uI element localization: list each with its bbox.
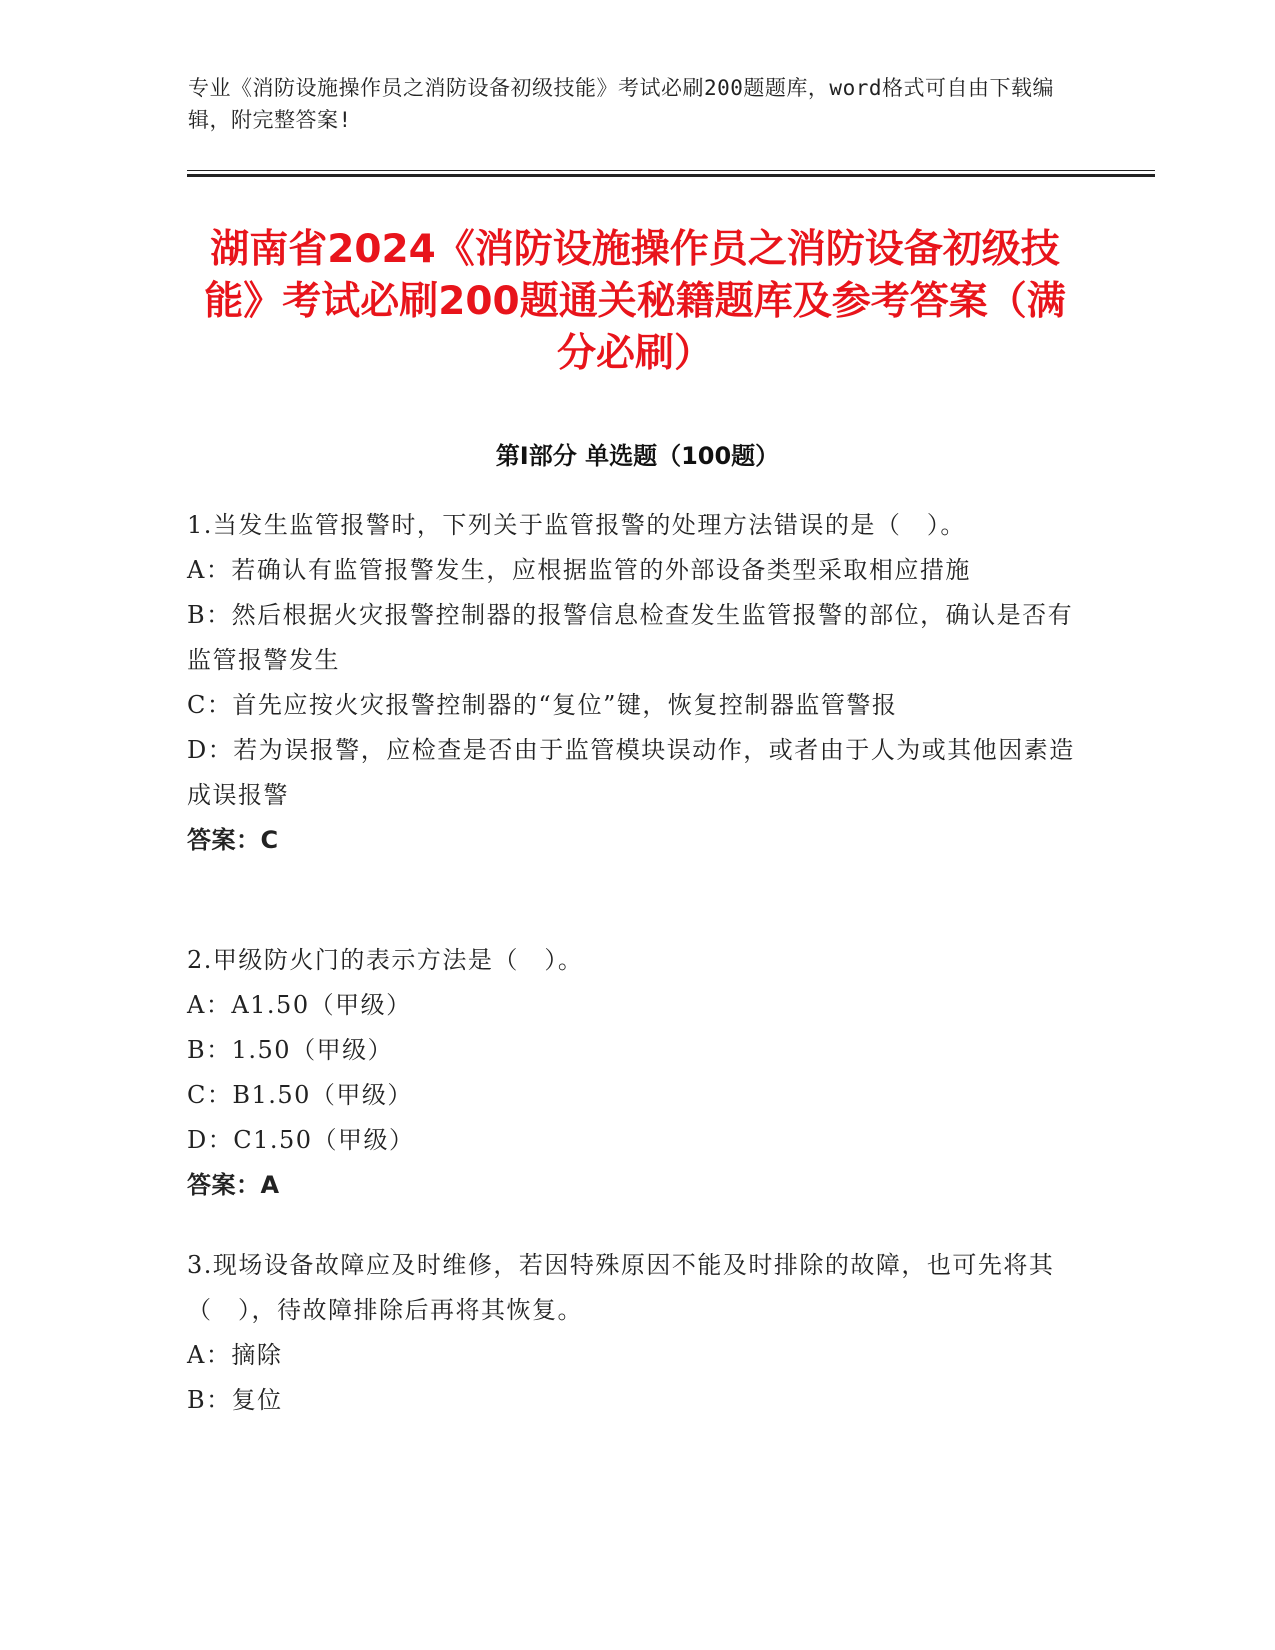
answer-label: 答案：A — [187, 1171, 280, 1199]
section-heading: 第I部分 单选题（100题） — [495, 442, 780, 470]
question-1 — [187, 503, 1077, 863]
document-title: 湖南省2024《消防设施操作员之消防设备初级技能》考试必刷200题通关秘籍题库及参考答案（满分必刷） — [204, 227, 1066, 376]
header-divider-thick — [187, 174, 1155, 177]
answer-label: 答案：C — [187, 826, 279, 854]
question-stem: 1.当发生监管报警时，下列关于监管报警的处理方法错误的是（ ）。 — [187, 511, 966, 539]
option-b: B：1.50（甲级） — [187, 1036, 394, 1064]
option-b: B：复位 — [187, 1386, 283, 1414]
option-c: C：首先应按火灾报警控制器的“复位”键，恢复控制器监管警报 — [187, 691, 898, 719]
question-stem: 2.甲级防火门的表示方法是（ ）。 — [187, 946, 584, 974]
question-stem: 3.现场设备故障应及时维修，若因特殊原因不能及时排除的故障，也可先将其（ ），待故障排除后再将其恢复。 — [187, 1251, 1055, 1324]
option-d: D：若为误报警，应检查是否由于监管模块误动作，或者由于人为或其他因素造成误报警 — [187, 736, 1075, 809]
header-divider-thin — [187, 170, 1155, 171]
option-a: A：摘除 — [187, 1341, 283, 1369]
header-note: 专业《消防设施操作员之消防设备初级技能》考试必刷200题题库，word格式可自由下载编辑，附完整答案! — [188, 76, 1054, 132]
option-c: C：B1.50（甲级） — [187, 1081, 413, 1109]
option-a: A：A1.50（甲级） — [187, 991, 412, 1019]
question-3 — [187, 1243, 1077, 1423]
option-d: D：C1.50（甲级） — [187, 1126, 415, 1154]
question-2 — [187, 938, 1077, 1208]
option-a: A：若确认有监管报警发生，应根据监管的外部设备类型采取相应措施 — [187, 556, 971, 584]
option-b: B：然后根据火灾报警控制器的报警信息检查发生监管报警的部位，确认是否有监管报警发生 — [187, 601, 1074, 674]
